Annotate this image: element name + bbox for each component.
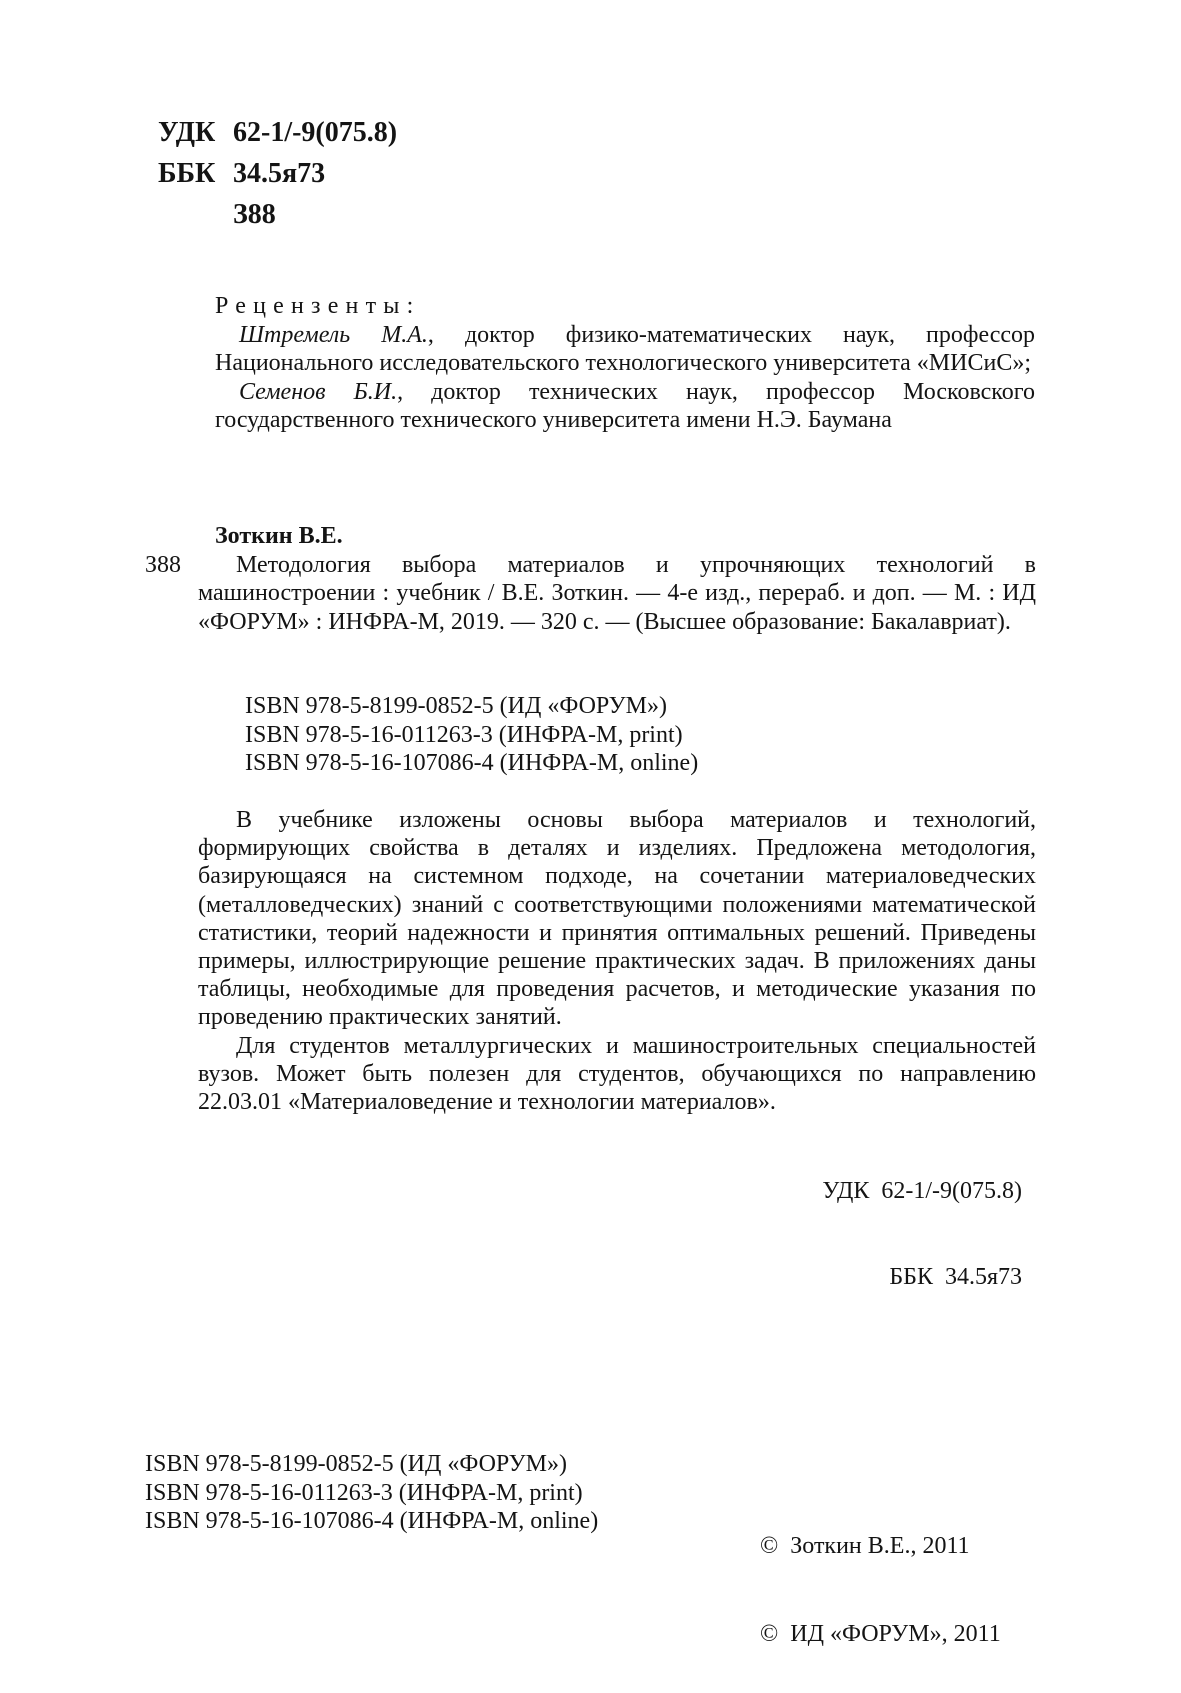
- bottom-classification-codes: [198, 1120, 1022, 1348]
- bbk-value: 34.5я73: [233, 158, 326, 189]
- reviewers-heading: Рецензенты:: [215, 293, 421, 319]
- isbn-line: ISBN 978-5-8199-0852-5 (ИД «ФОРУМ»): [245, 693, 668, 719]
- reviewer-name: Семенов Б.И.: [239, 378, 398, 405]
- catalog-sign: З88: [145, 551, 182, 578]
- reviewer-entry: [215, 378, 1035, 435]
- author-sign-spacer: [158, 194, 233, 235]
- annotation-paragraph: В учебнике изложены основы выбора материалов и технологий, формирующих свойства в деталях и изделиях. Предложена методология, базирующаяся на системном подходе, на сочетании материаловедческих (металловедческих) знаний с соответствующими положениями математической статистики, теорий надежности и принятия оптимальных решений. Приведены примеры, иллюстрирующие решение практических задач. В приложениях даны таблицы, необходимые для проведения расчетов, и методические указания по проведению практических занятий.: [198, 807, 1036, 1031]
- annotation-paragraph: Для студентов металлургических и машиностроительных специальностей вузов. Может быть полезен для студентов, обучающихся по направлению 22.03.01 «Материаловедение и технологии материалов».: [198, 1032, 1036, 1116]
- author-sign-row: [158, 194, 397, 235]
- catalog-description: Методология выбора материалов и упрочняющих технологий в машиностроении : учебник / В.Е. Зоткин. — 4-е изд., перераб. и доп. — М. : ИД «ФОРУМ» : ИНФРА-М, 2019. — 320 с. — (Высшее образование: Бакалавриат).: [198, 551, 1036, 635]
- bbk-code-row: [158, 153, 397, 194]
- footer-copyright-block: [760, 1474, 1001, 1693]
- reviewer-entry: [215, 321, 1035, 378]
- author-sign: З88: [233, 199, 276, 230]
- catalog-author: Зоткин В.Е.: [215, 523, 343, 549]
- isbn-line: ISBN 978-5-16-011263-3 (ИНФРА-М, print): [245, 721, 683, 748]
- reviewer-description: , доктор физико-математических наук, профессор Национального исследовательского технологического университета «МИСиС»;: [215, 321, 1036, 376]
- bottom-bbk: ББК 34.5я73: [889, 1263, 1022, 1290]
- reviewer-description: , доктор технических наук, профессор Московского государственного технического университета имени Н.Э. Баумана: [215, 378, 1035, 433]
- isbn-block: [245, 692, 698, 778]
- bbk-label: ББК: [158, 158, 216, 189]
- footer-isbn-line: ISBN 978-5-8199-0852-5 (ИД «ФОРУМ»): [145, 1451, 568, 1477]
- copyright-line: © ИД «ФОРУМ», 2011: [760, 1621, 1001, 1648]
- footer-isbn-line: ISBN 978-5-16-011263-3 (ИНФРА-М, print): [145, 1479, 583, 1506]
- udc-label: УДК: [158, 117, 216, 148]
- isbn-line: ISBN 978-5-16-107086-4 (ИНФРА-М, online): [245, 750, 699, 776]
- copyright-line: © Зоткин В.Е., 2011: [760, 1533, 970, 1560]
- udc-value: 62-1/-9(075.8): [233, 117, 398, 148]
- top-classification-codes: [158, 112, 397, 235]
- reviewers-section: [215, 292, 1035, 435]
- annotation-section: [198, 806, 1036, 1116]
- footer-isbn-block: [145, 1450, 598, 1536]
- reviewer-name: Штремель М.А.: [239, 321, 428, 348]
- footer-isbn-line: ISBN 978-5-16-107086-4 (ИНФРА-М, online): [145, 1508, 599, 1535]
- bottom-udc: УДК 62-1/-9(075.8): [822, 1178, 1022, 1204]
- udc-code-row: [158, 112, 397, 153]
- catalog-entry: [145, 522, 1036, 636]
